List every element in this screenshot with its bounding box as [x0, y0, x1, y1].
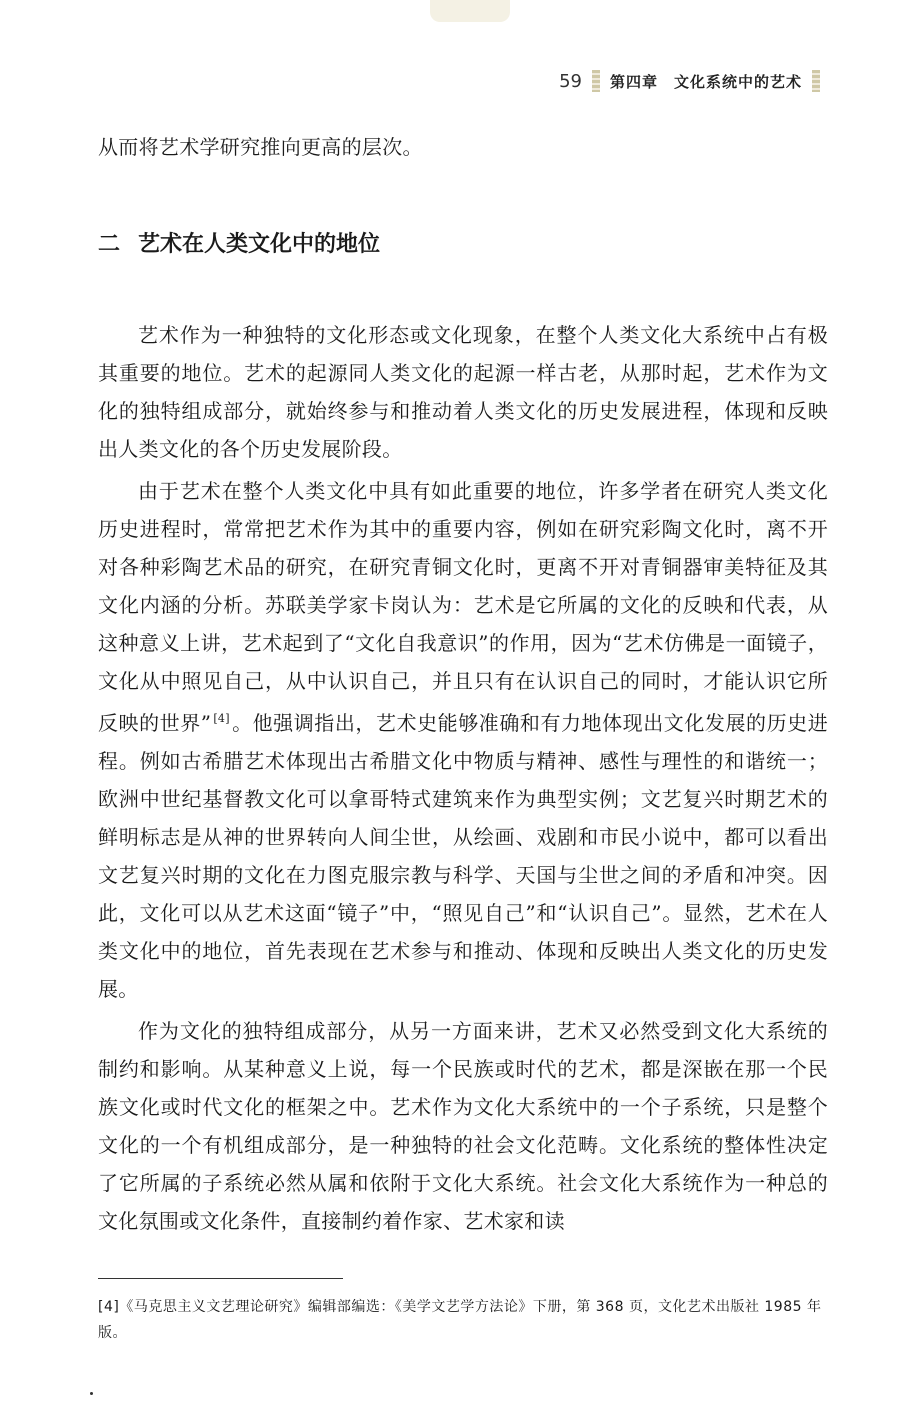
- page-top-tab: [430, 0, 510, 22]
- section-title: 艺术在人类文化中的地位: [138, 232, 381, 257]
- paragraph-1: 艺术作为一种独特的文化形态或文化现象，在整个人类文化大系统中占有极其重要的地位。艺术的起源同人类文化的起源一样古老，从那时起，艺术作为文化的独特组成部分，就始终参与和推动着人类文化的历史发展进程，体现和反映出人类文化的各个历史发展阶段。: [98, 323, 828, 461]
- footnote-divider: [98, 1278, 343, 1279]
- running-header: [559, 68, 820, 94]
- paragraph-2-part-b: 。他强调指出，艺术史能够准确和有力地体现出文化发展的历史进程。例如古希腊艺术体现出古希腊文化中物质与精神、感性与理性的和谐统一；欧洲中世纪基督教文化可以拿哥特式建筑来作为典型实例；文艺复兴时期艺术的鲜明标志是从神的世界转向人间尘世，从绘画、戏剧和市民小说中，都可以看出文艺复兴时期的文化在力图克服宗教与科学、天国与尘世之间的矛盾和冲突。因此，文化可以从艺术这面“镜子”中，“照见自己”和“认识自己”。显然，艺术在人类文化中的地位，首先表现在艺术参与和推动、体现和反映出人类文化的历史发展。: [98, 711, 829, 1001]
- page-content: [98, 128, 828, 1240]
- paragraph-2-part-a: 由于艺术在整个人类文化中具有如此重要的地位，许多学者在研究人类文化历史进程时，常常把艺术作为其中的重要内容，例如在研究彩陶文化时，离不开对各种彩陶艺术品的研究，在研究青铜文化时，更离不开对青铜器审美特征及其文化内涵的分析。苏联美学家卡岗认为：艺术是它所属的文化的反映和代表，从这种意义上讲，艺术起到了“文化自我意识”的作用，因为“艺术仿佛是一面镜子，文化从中照见自己，从中认识自己，并且只有在认识自己的同时，才能认识它所反映的世界”: [98, 479, 828, 735]
- section-heading: [98, 230, 828, 260]
- section-number: 二: [98, 232, 121, 257]
- paragraph-2: [98, 472, 828, 1008]
- footnote-reference[interactable]: [4]: [213, 712, 230, 725]
- page-speck: [90, 1392, 93, 1395]
- header-marker-left: [592, 70, 600, 92]
- footnote: [4]《马克思主义文艺理论研究》编辑部编选：《美学文艺学方法论》下册，第 368 页，文化艺术出版社 1985 年版。: [98, 1299, 822, 1341]
- intro-line: 从而将艺术学研究推向更高的层次。: [98, 135, 423, 159]
- paragraph-3: 作为文化的独特组成部分，从另一方面来讲，艺术又必然受到文化大系统的制约和影响。从某种意义上说，每一个民族或时代的艺术，都是深嵌在那一个民族文化或时代文化的框架之中。艺术作为文化大系统中的一个子系统，只是整个文化的一个有机组成部分，是一种独特的社会文化范畴。文化系统的整体性决定了它所属的子系统必然从属和依附于文化大系统。社会文化大系统作为一种总的文化氛围或文化条件，直接制约着作家、艺术家和读: [98, 1019, 828, 1233]
- header-marker-right: [812, 70, 820, 92]
- page-number: 59: [559, 70, 582, 92]
- chapter-title: 第四章 文化系统中的艺术: [609, 72, 802, 91]
